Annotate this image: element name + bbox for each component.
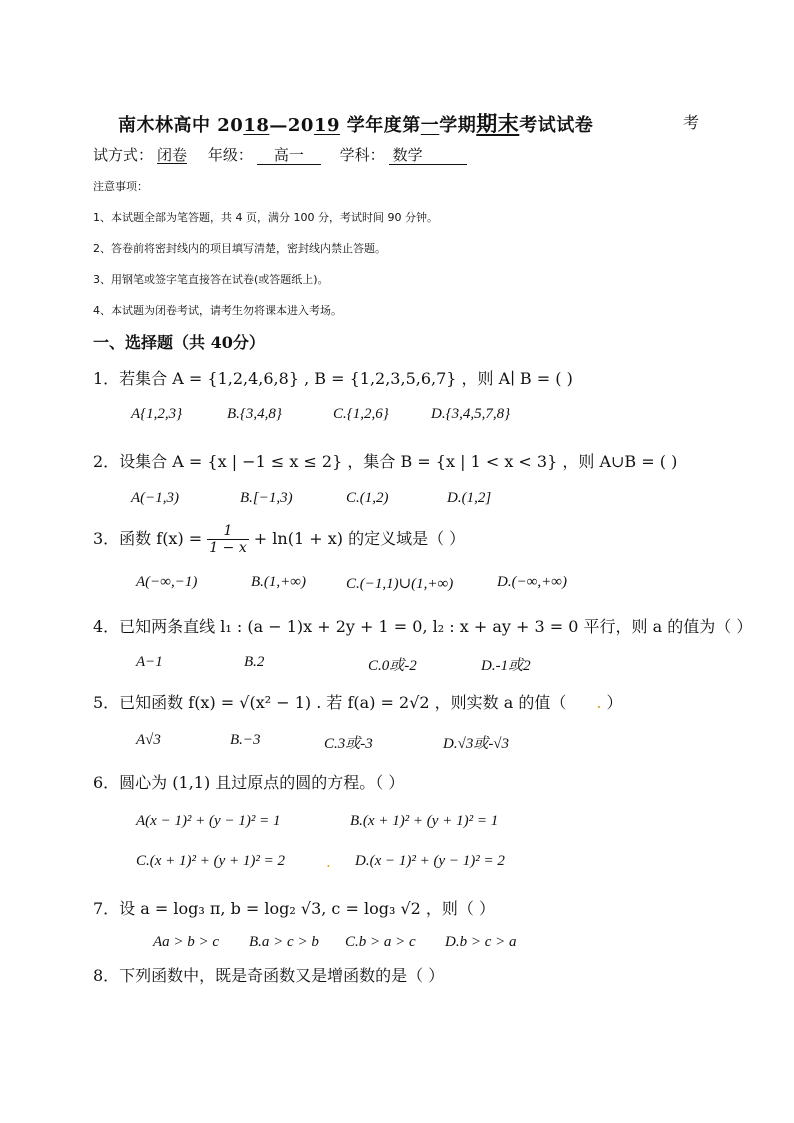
q3-stem-end: + ln(1 + x) 的定义域是（ ） [248, 529, 466, 548]
question-1: 1．若集合 A = {1,2,4,6,8} , B = {1,2,3,5,6,7} ，则 A∣ B = ( ) [93, 369, 573, 388]
q4-option-a: A−1 [136, 654, 163, 670]
q4-option-c: C.0或-2 [368, 658, 417, 674]
header-kao: 考 [683, 113, 700, 132]
note-item: 2、答卷前将密封线内的项目填写清楚，密封线内禁止答题。 [93, 242, 386, 255]
method-label: 试方式： [93, 146, 154, 164]
question-7: 7．设 a = log₃ π, b = log₂ √3, c = log₃ √2 ，则（ ） [93, 899, 496, 918]
q5-option-b: B.−3 [230, 732, 261, 748]
question-4: 4．已知两条直线 l₁ : (a − 1)x + 2y + 1 = 0, l₂ : x + ay + 3 = 0 平行，则 a 的值为（ ） [93, 617, 753, 636]
note-item: 1、本试题全部为笔答题，共 4 页，满分 100 分，考试时间 90 分钟。 [93, 211, 438, 224]
q3-option-d: D.(−∞,+∞) [497, 574, 567, 590]
q3-stem-start: 3．函数 f(x) = [93, 529, 208, 548]
subject-label: 学科： [339, 146, 385, 164]
exam-meta [93, 144, 481, 165]
q2-option-b: B.[−1,3) [240, 490, 293, 506]
subject-value: 数学 [389, 147, 467, 165]
title-year1: 18 [243, 115, 270, 136]
q3-option-c: C.(−1,1)∪(1,+∞) [346, 576, 454, 592]
q6-option-c: C.(x + 1)² + (y + 1)² = 2 [136, 853, 286, 869]
grade-label: 年级： [207, 146, 253, 164]
q6-option-a: A(x − 1)² + (y − 1)² = 1 [136, 813, 281, 829]
question-2: 2．设集合 A = {x | −1 ≤ x ≤ 2} ，集合 B = {x | 1 < x < 3} ，则 A∪B = ( ) [93, 452, 678, 471]
title-prefix: 南木林高中 20 [118, 115, 244, 136]
q4-option-d: D.-1或2 [481, 658, 531, 674]
q2-option-a: A(−1,3) [131, 490, 180, 506]
title-after-year: 学年度第 [340, 115, 421, 136]
q1-option-c: C.{1,2,6} [333, 406, 389, 422]
method-value: 闭卷 [157, 146, 188, 164]
q1-option-b: B.{3,4,8} [227, 406, 282, 422]
note-item: 4、本试题为闭卷考试，请考生勿将课本进入考场。 [93, 304, 342, 317]
question-8: 8．下列函数中，既是奇函数又是增函数的是（ ） [93, 966, 445, 985]
q3-option-b: B.(1,+∞) [251, 574, 306, 590]
title-term-number: 一 [420, 115, 440, 136]
q5-option-c: C.3或-3 [324, 736, 373, 752]
grade-value: 高一 [257, 147, 321, 165]
q6-dot-mark: . [326, 853, 331, 871]
q3-fraction-numerator: 1 [207, 523, 248, 540]
section-title: 一、选择题（共 40分） [93, 333, 265, 352]
title-after-term: 学期 [439, 115, 477, 136]
exam-title [118, 108, 593, 138]
notes-heading: 注意事项： [93, 180, 148, 193]
q2-option-d: D.(1,2] [447, 490, 492, 506]
q4-option-b: B.2 [244, 654, 265, 670]
q5-option-a: A√3 [136, 732, 161, 748]
question-5 [93, 690, 623, 713]
question-6: 6．圆心为 (1,1) 且过原点的圆的方程。（ ） [93, 773, 405, 792]
q7-option-b: B.a > c > b [249, 934, 319, 950]
q7-option-d: D.b > c > a [445, 934, 517, 950]
q7-option-a: Aa > b > c [153, 934, 220, 950]
q5-stem-end: ） [601, 693, 623, 712]
q3-fraction-denominator: 1 − x [209, 540, 247, 556]
q5-option-d: D.√3或-√3 [443, 736, 510, 752]
q1-option-d: D.{3,4,5,7,8} [431, 406, 511, 422]
q2-option-c: C.(1,2) [346, 490, 389, 506]
q3-fraction [207, 523, 248, 556]
title-exam-type: 期末 [476, 111, 520, 136]
q3-option-a: A(−∞,−1) [136, 574, 198, 590]
note-item: 3、用钢笔或签字笔直接答在试卷(或答题纸上)。 [93, 273, 329, 286]
title-year2: 19 [313, 115, 341, 136]
q1-option-a: A{1,2,3} [131, 406, 183, 422]
q6-option-b: B.(x + 1)² + (y + 1)² = 1 [350, 813, 499, 829]
q5-dot-mark: . [596, 693, 602, 712]
q7-option-c: C.b > a > c [345, 934, 416, 950]
title-dash: —20 [269, 115, 314, 136]
q6-option-d: D.(x − 1)² + (y − 1)² = 2 [355, 853, 505, 869]
title-after-exam: 考试试卷 [519, 115, 594, 136]
question-3 [93, 523, 465, 556]
q5-stem-start: 5．已知函数 f(x) = √(x² − 1) . 若 f(a) = 2√2 ，则实数 a 的值（ [93, 693, 567, 712]
